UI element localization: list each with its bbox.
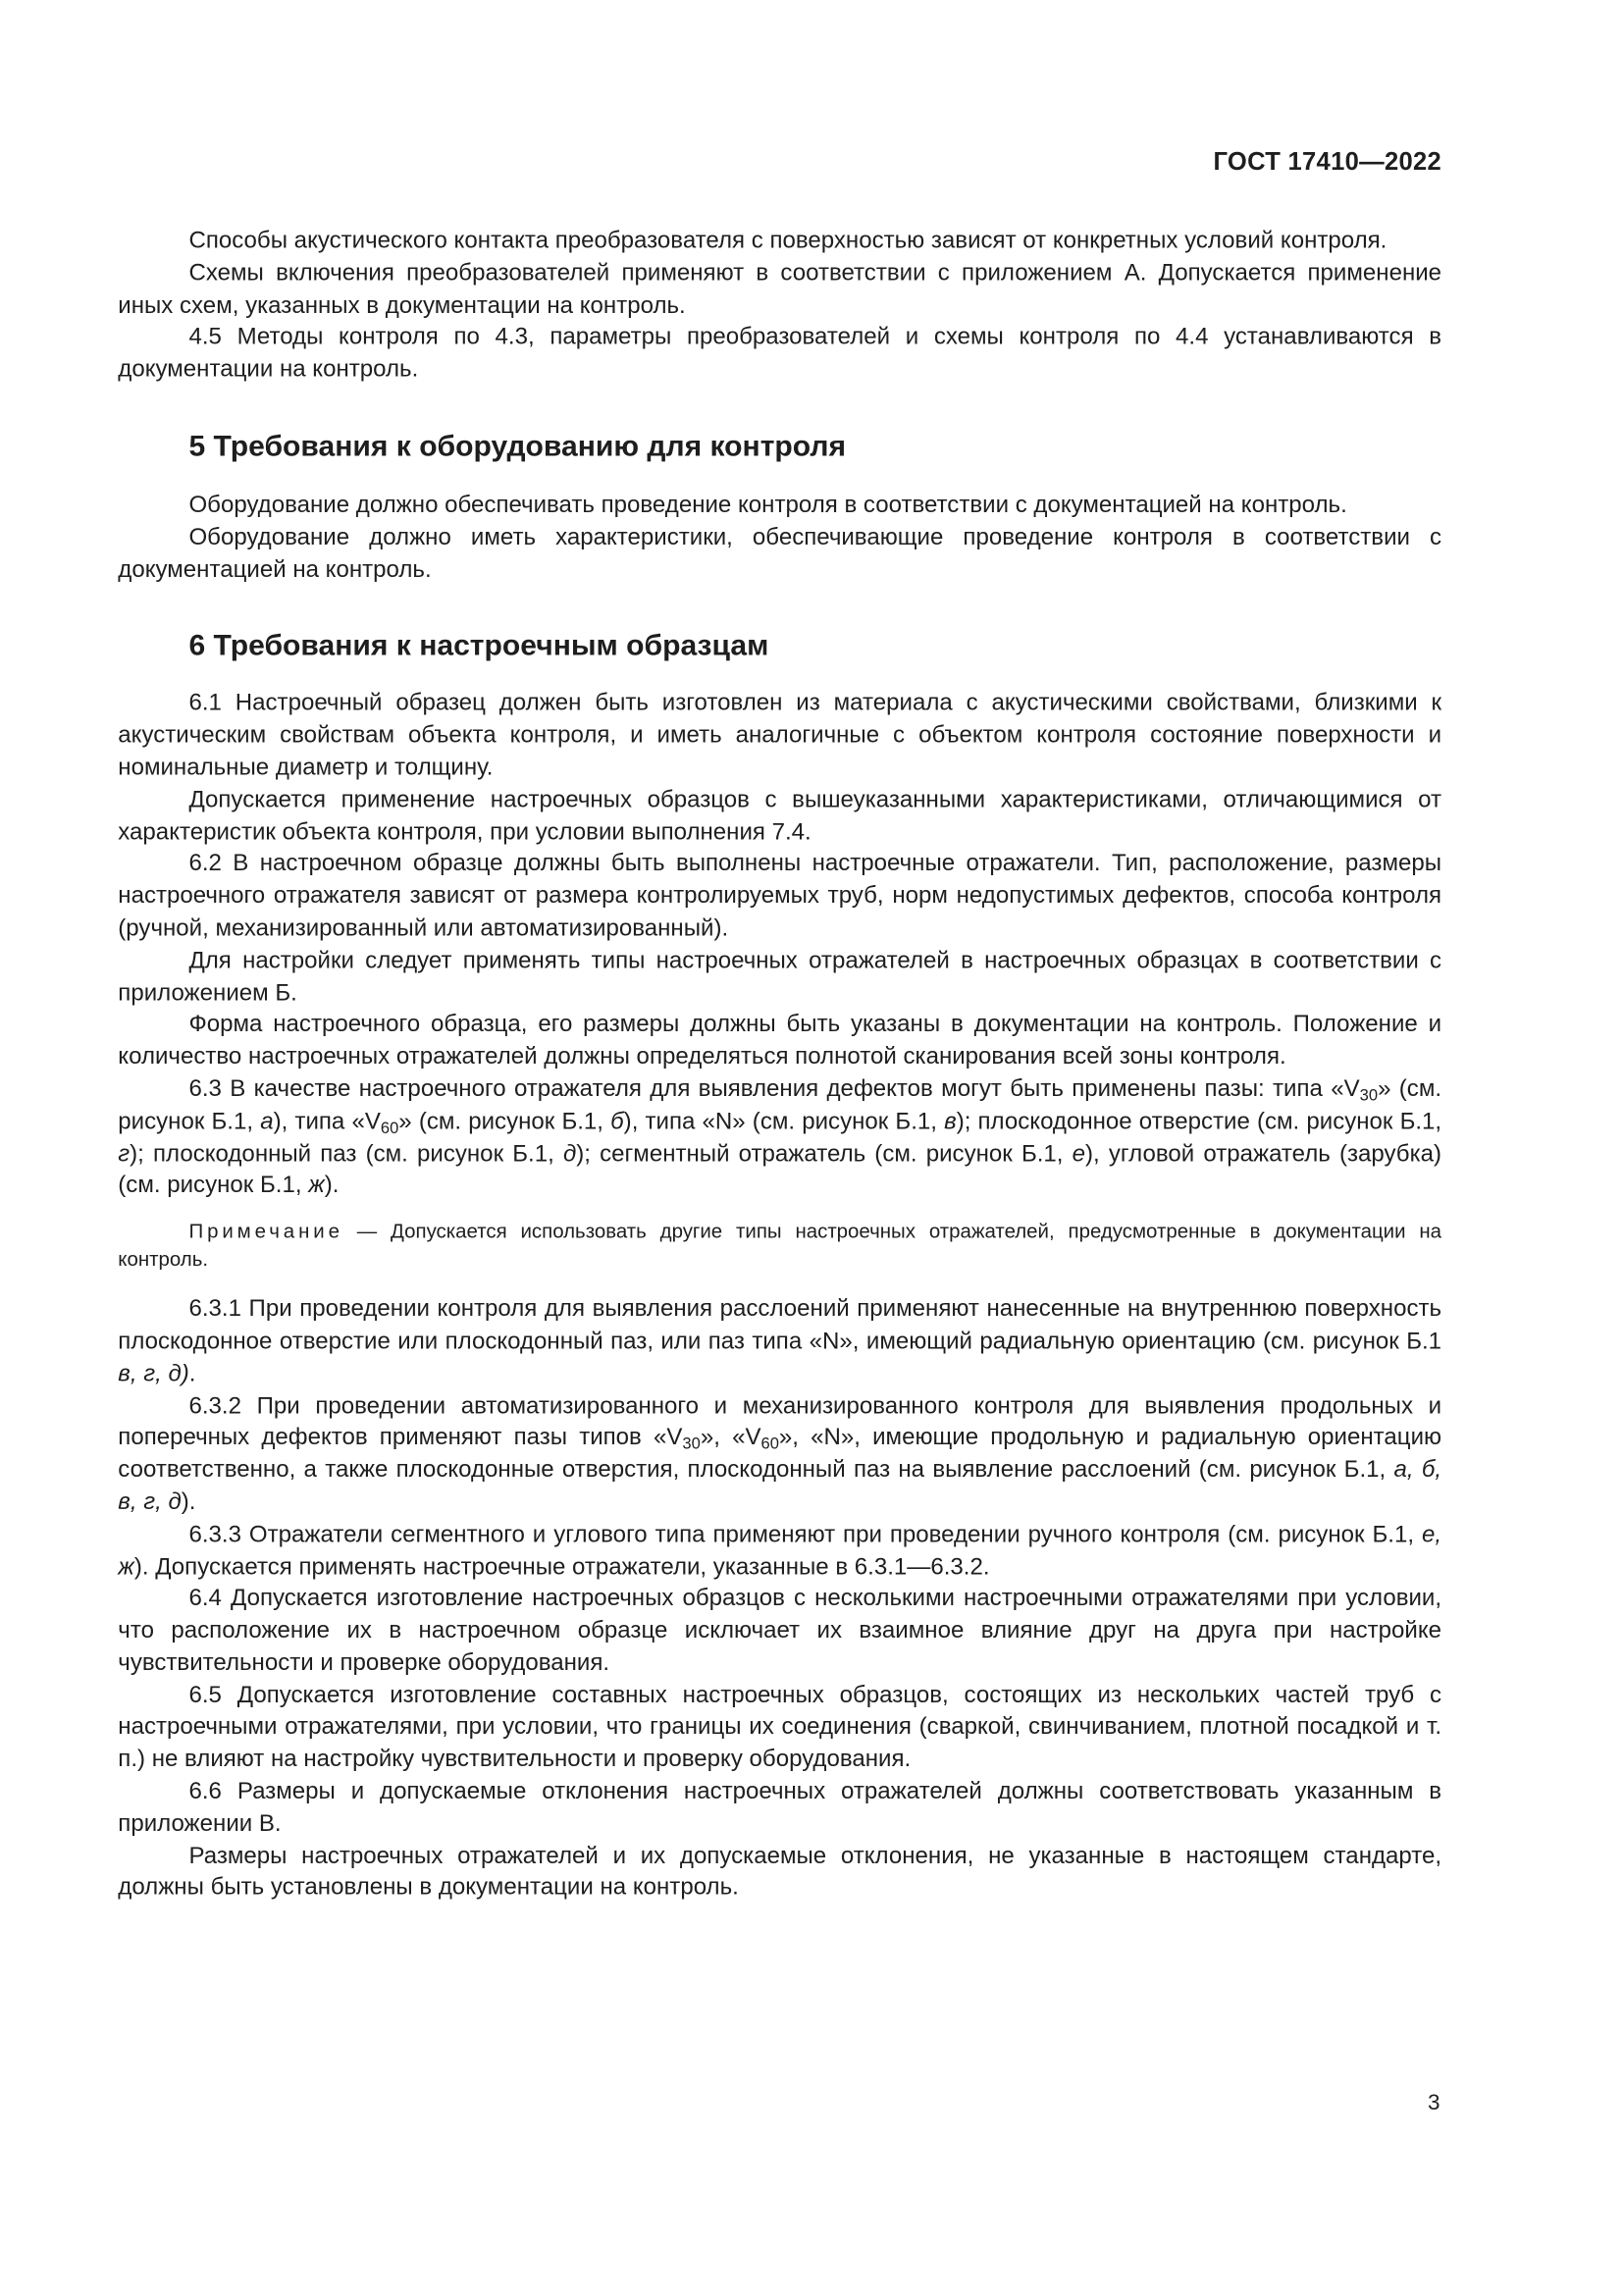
paragraph: Схемы включения преобразователей применяют в соответствии с приложением А. Допускается применение иных схем, указанных в документации на контроль.	[118, 260, 1442, 319]
clause-6-3: 6.3 В качестве настроечного отражателя для выявления дефектов могут быть применены пазы: типа «$V_{30}$» (см. рисунок Б.1, а), типа «$V_{60}$» (см. рисунок Б.1, б), типа «N» (см. рисунок Б.1, в); плоскодонное отверстие (см. рисунок Б.1, г); плоскодонный паз (см. рисунок Б.1, д); сегментный отражатель (см. рисунок Б.1, е), угловой отражатель (зарубка) (см. рисунок Б.1, ж).	[118, 1076, 1442, 1199]
document-header: ГОСТ 17410—2022	[1213, 147, 1442, 176]
clause-6-3-2: 6.3.2 При проведении автоматизированного и механизированного контроля для выявления продольных и поперечных дефектов применяют пазы типов «$V_{30}$», «$V_{60}$», «N», имеющие продольную и радиальную ориентацию соответственно, а также плоскодонные отверстия, плоскодонный паз на выявление расслоений (см. рисунок Б.1, а, б, в, г, д).	[118, 1393, 1442, 1516]
clause-6-5: 6.5 Допускается изготовление составных настроечных образцов, состоящих из нескольких частей труб с настроечными отражателями, при условии, что границы их соединения (сваркой, свинчиванием, плотной посадкой и т. п.) не влияют на настройку чувствительности и проверку оборудования.	[118, 1683, 1442, 1773]
clause-6-4: 6.4 Допускается изготовление настроечных образцов с несколькими настроечными отражателями при условии, что расположение их в настроечном образце исключает их взаимное влияние друг на друга при настройке чувствительности и проверке оборудования.	[118, 1586, 1442, 1676]
page-body	[118, 226, 1441, 1905]
paragraph: Оборудование должно обеспечивать проведение контроля в соответствии с документацией на контроль.	[188, 493, 1347, 518]
page-number: 3	[1428, 2090, 1440, 2116]
paragraph: 4.5 Методы контроля по 4.3, параметры преобразователей и схемы контроля по 4.4 устанавливаются в документации на контроль.	[118, 325, 1442, 383]
paragraph: Размеры настроечных отражателей и их допускаемые отклонения, не указанные в настоящем стандарте, должны быть установлены в документации на контроль.	[118, 1844, 1442, 1902]
paragraph: Форма настроечного образца, его размеры должны быть указаны в документации на контроль. Положение и количество настроечных отражателей должны определяться полнотой сканирования всей зоны контроля.	[118, 1013, 1442, 1070]
clause-6-1: 6.1 Настроечный образец должен быть изготовлен из материала с акустическими свойствами, близкими к акустическим свойствам объекта контроля, и иметь аналогичные с объектом контроля состояние поверхности и номинальные диаметр и толщину.	[118, 691, 1442, 781]
clause-6-6: 6.6 Размеры и допускаемые отклонения настроечных отражателей должны соответствовать указанным в приложении В.	[118, 1779, 1442, 1837]
paragraph: Допускается применение настроечных образцов с вышеуказанными характеристиками, отличающимися от характеристик объекта контроля, при условии выполнения 7.4.	[118, 787, 1442, 845]
section-6-heading: 6 Требования к настроечным образцам	[188, 630, 769, 663]
clause-6-3-1: 6.3.1 При проведении контроля для выявления расслоений применяют нанесенные на внутреннюю поверхность плоскодонное отверстие или плоскодонный паз, или паз типа «N», имеющий радиальную ориентацию (см. рисунок Б.1 в, г, д).	[118, 1296, 1442, 1386]
section-5-heading: 5 Требования к оборудованию для контроля	[188, 431, 847, 464]
note-label: Примечание	[188, 1220, 343, 1243]
clause-6-2: 6.2 В настроечном образце должны быть выполнены настроечные отражатели. Тип, расположение, размеры настроечного отражателя зависят от размера контролируемых труб, норм недопустимых дефектов, способа контроля (ручной, механизированный или автоматизированный).	[118, 852, 1442, 942]
clause-6-3-3: 6.3.3 Отражатели сегментного и углового типа применяют при проведении ручного контроля (см. рисунок Б.1, е, ж). Допускается применять настроечные отражатели, указанные в 6.3.1—6.3.2.	[118, 1522, 1442, 1580]
note	[118, 1218, 1441, 1274]
paragraph: Для настройки следует применять типы настроечных отражателей в настроечных образцах в соответствии с приложением Б.	[118, 948, 1442, 1006]
paragraph: Способы акустического контакта преобразователя с поверхностью зависят от конкретных условий контроля.	[188, 229, 1387, 254]
note-text: — Допускается использовать другие типы настроечных отражателей, предусмотренные в документации на контроль.	[118, 1220, 1442, 1271]
paragraph: Оборудование должно иметь характеристики, обеспечивающие проведение контроля в соответствии с документацией на контроль.	[118, 524, 1442, 583]
